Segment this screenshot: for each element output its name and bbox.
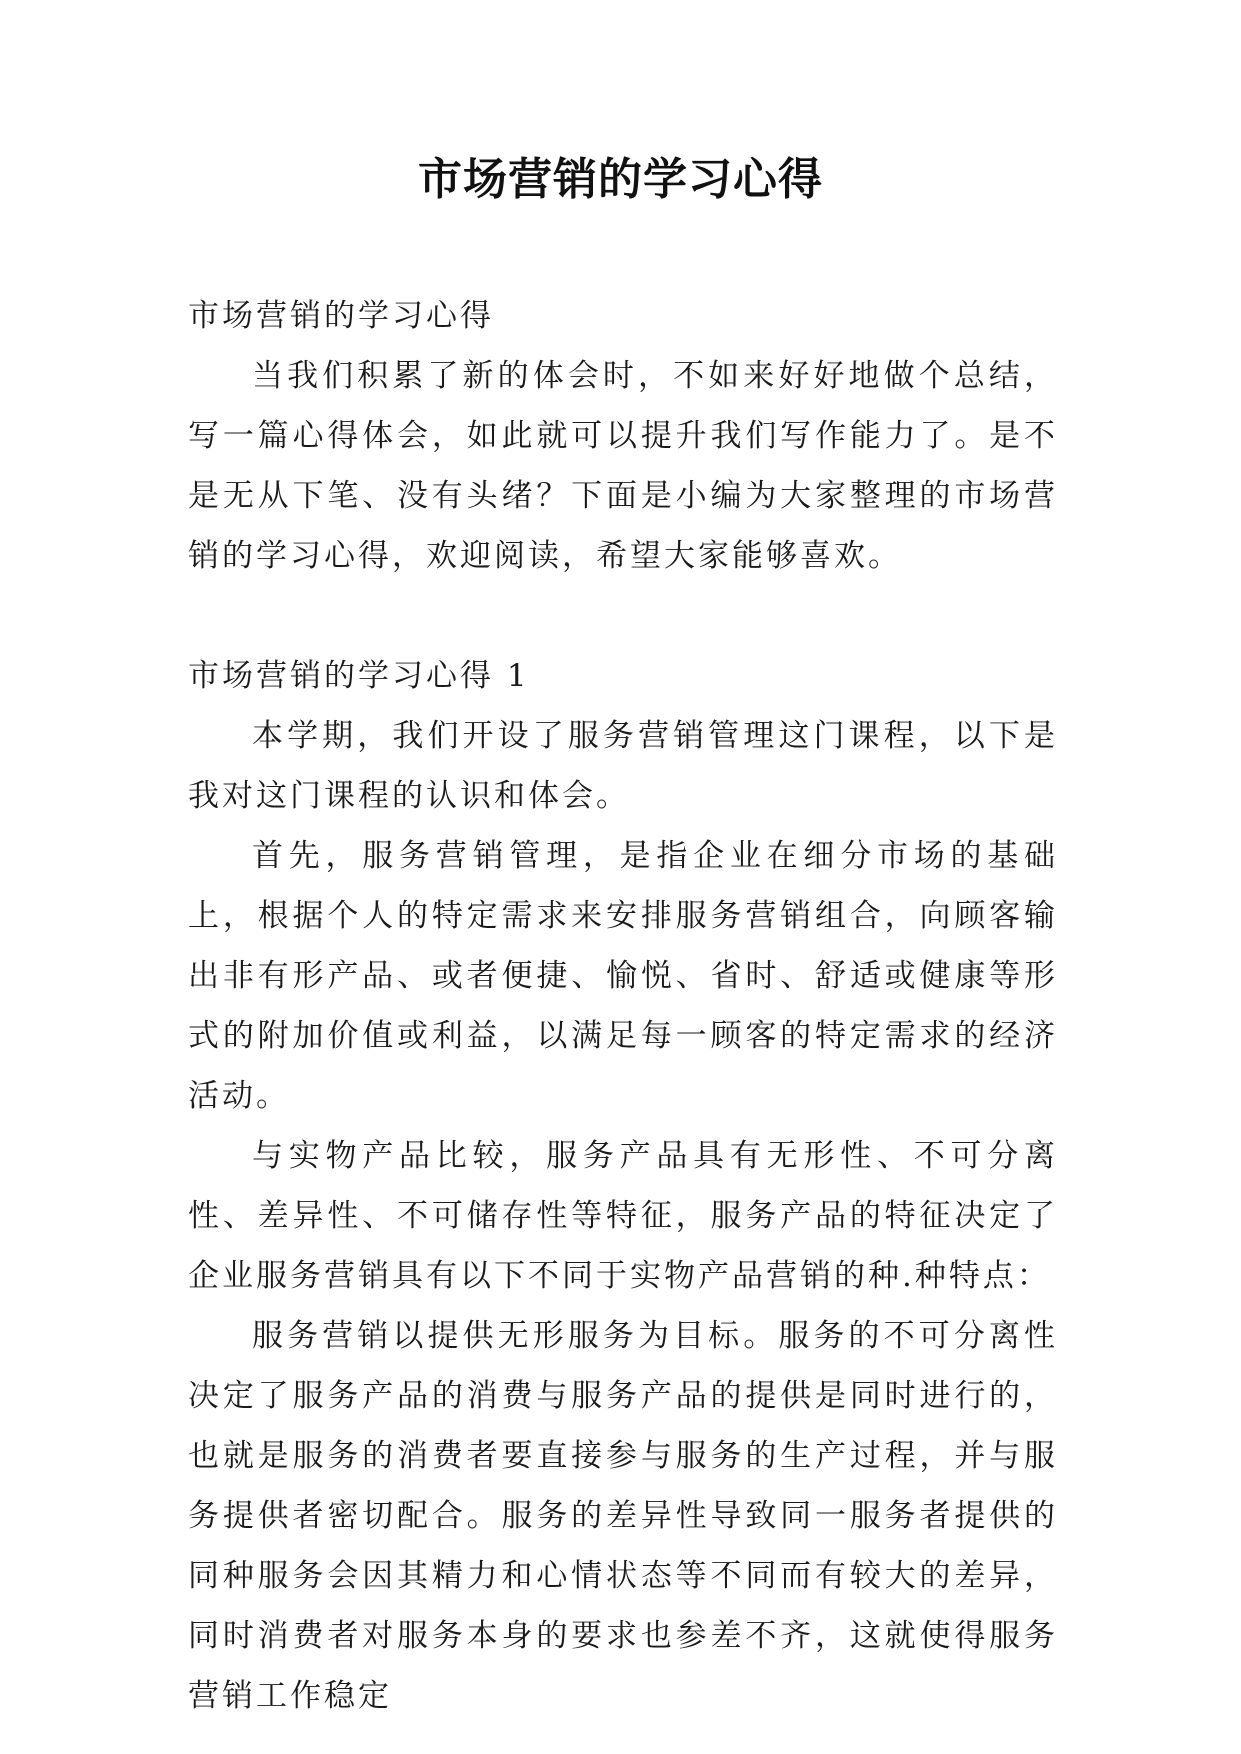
paragraph-1: 本学期，我们开设了服务营销管理这门课程，以下是我对这门课程的认识和体会。: [188, 718, 1058, 814]
document-title: 市场营销的学习心得: [418, 154, 823, 205]
intro-heading: 市场营销的学习心得: [188, 298, 494, 334]
paragraph-2: 首先，服务营销管理，是指企业在细分市场的基础上，根据个人的特定需求来安排服务营销组合，向顾客输出非有形产品、或者便捷、愉悦、省时、舒适或健康等形式的附加价值或利益，以满足每一顾客的特定需求的经济活动。: [188, 838, 1058, 1114]
document-body: [188, 286, 1058, 1726]
paragraph-4: 服务营销以提供无形服务为目标。服务的不可分离性决定了服务产品的消费与服务产品的提供是同时进行的，也就是服务的消费者要直接参与服务的生产过程，并与服务提供者密切配合。服务的差异性导致同一服务者提供的同种服务会因其精力和心情状态等不同而有较大的差异，同时消费者对服务本身的要求也参差不齐，这就使得服务营销工作稳定: [188, 1318, 1058, 1714]
paragraph-3: 与实物产品比较，服务产品具有无形性、不可分离性、差异性、不可储存性等特征，服务产品的特征决定了企业服务营销具有以下不同于实物产品营销的种.种特点：: [188, 1138, 1058, 1294]
section-heading: 市场营销的学习心得 1: [188, 658, 530, 694]
section-spacer: [188, 586, 1058, 646]
intro-paragraph: 当我们积累了新的体会时，不如来好好地做个总结，写一篇心得体会，如此就可以提升我们写作能力了。是不是无从下笔、没有头绪？下面是小编为大家整理的市场营销的学习心得，欢迎阅读，希望大家能够喜欢。: [188, 358, 1058, 574]
